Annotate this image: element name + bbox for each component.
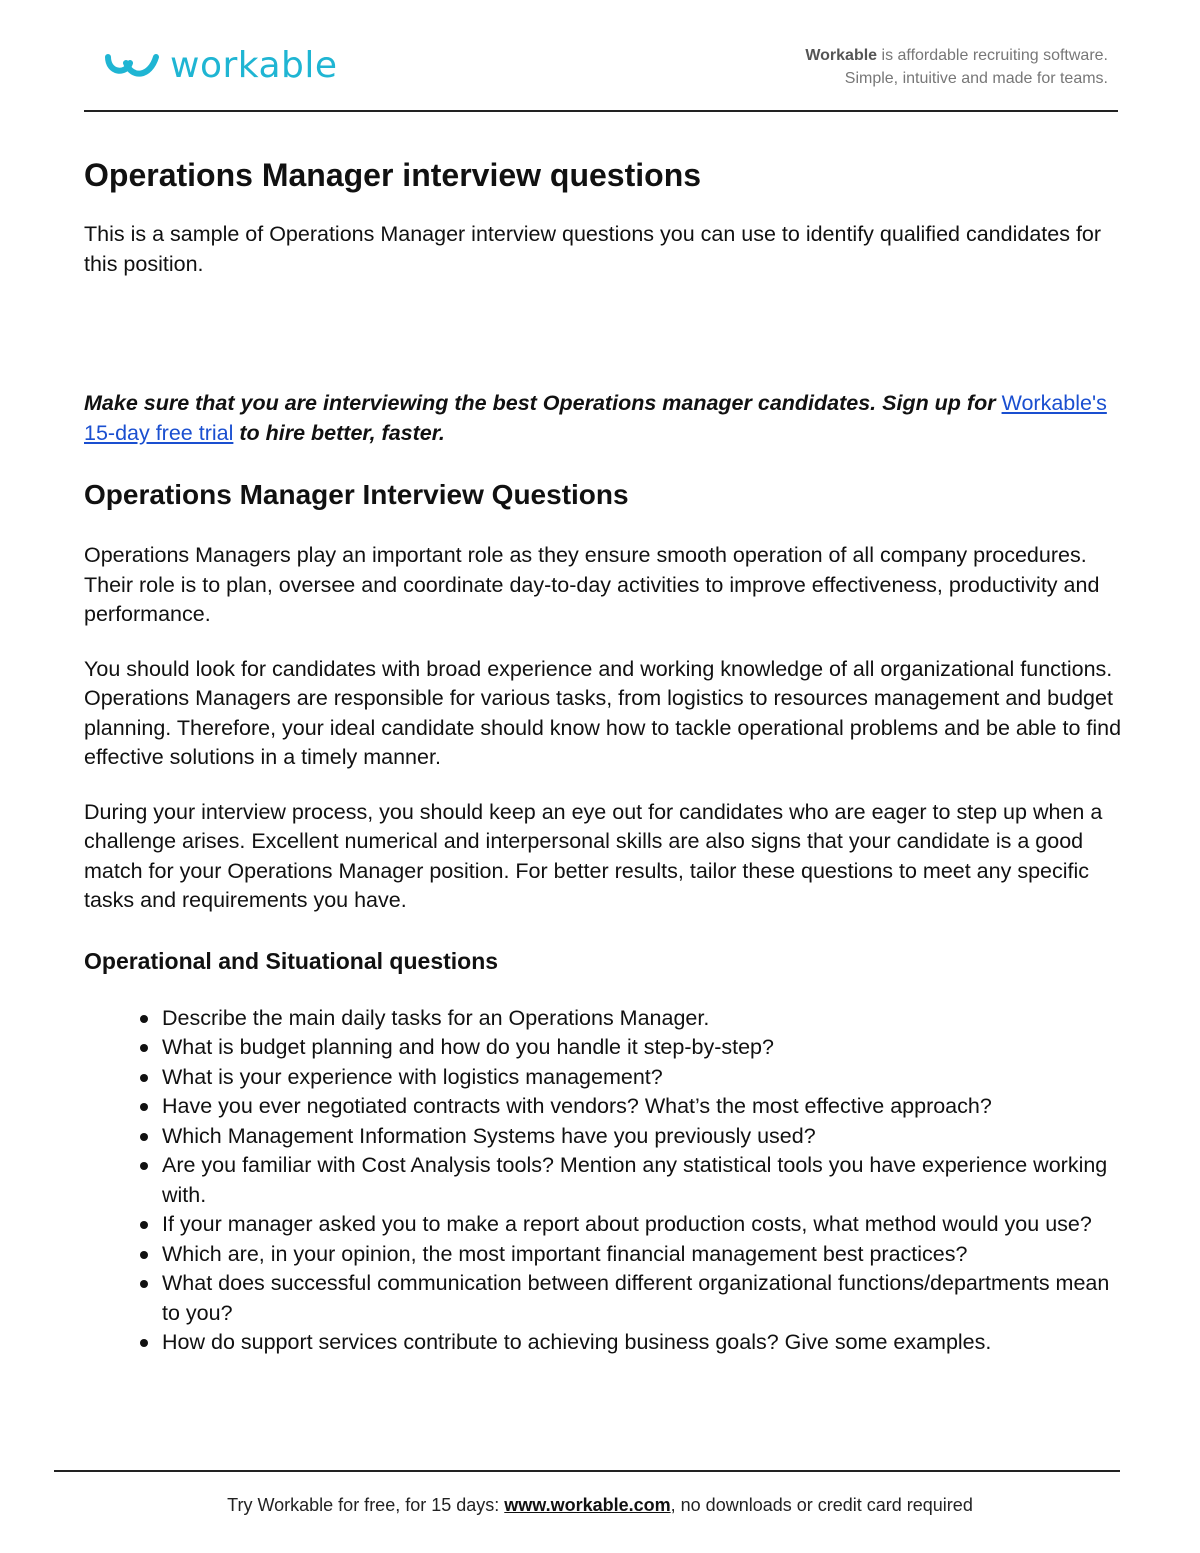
tagline-line-2: Simple, intuitive and made for teams.: [844, 70, 1108, 87]
list-item: How do support services contribute to achieving business goals? Give some examples.: [84, 1328, 1122, 1358]
footer-divider: [54, 1470, 1120, 1472]
document-body: [84, 148, 1124, 1358]
callout-text: Make sure that you are interviewing the best Operations manager candidates. Sign up for: [84, 391, 1002, 415]
workable-website-link[interactable]: www.workable.com: [504, 1495, 671, 1515]
list-item: Have you ever negotiated contracts with vendors? What’s the most effective approach?: [84, 1092, 1122, 1122]
workable-logo-icon: [104, 51, 162, 81]
header-tagline: [805, 44, 1108, 90]
body-paragraph: Operations Managers play an important role as they ensure smooth operation of all company procedures. Their role is to plan, oversee and coordinate day-to-day activities to improve effectiveness, productivity and performance.: [84, 543, 1100, 626]
header-divider: [84, 110, 1118, 112]
page-footer: [0, 1495, 1200, 1516]
section-title: Operations Manager Interview Questions: [84, 479, 629, 510]
list-item: What is your experience with logistics management?: [84, 1063, 1122, 1093]
body-paragraph: During your interview process, you should keep an eye out for candidates who are eager to step up when a challenge arises. Excellent numerical and interpersonal skills are also signs that your candidate is a good match for your Operations Manager position. For better results, tailor these questions to meet any specific tasks and requirements you have.: [84, 799, 1103, 912]
list-item: If your manager asked you to make a report about production costs, what method would you use?: [84, 1210, 1122, 1240]
subsection-title: Operational and Situational questions: [84, 947, 499, 974]
question-list: [84, 1004, 1124, 1358]
body-paragraph: You should look for candidates with broad experience and working knowledge of all organizational functions. Operations Managers are responsible for various tasks, from logistics to resources management and budget planning. Therefore, your ideal candidate should know how to tackle operational problems and be able to find effective solutions in a timely manner.: [84, 656, 1122, 769]
logo-wordmark: workable: [170, 45, 338, 86]
page-header: [84, 44, 1118, 90]
tagline-text: is affordable recruiting software.: [877, 47, 1108, 64]
intro-paragraph: This is a sample of Operations Manager interview questions you can use to identify qualified candidates for this position.: [84, 222, 1102, 276]
list-item: Are you familiar with Cost Analysis tools? Mention any statistical tools you have experience working with.: [84, 1151, 1122, 1210]
list-item: What is budget planning and how do you handle it step-by-step?: [84, 1033, 1122, 1063]
list-item: Which Management Information Systems have you previously used?: [84, 1122, 1122, 1152]
free-trial-link[interactable]: Workable's 15-day free trial: [84, 391, 1107, 445]
footer-text-end: , no downloads or credit card required: [670, 1495, 973, 1515]
workable-logo[interactable]: [104, 46, 338, 86]
page-title: Operations Manager interview questions: [84, 157, 702, 193]
list-item: What does successful communication between different organizational functions/departments mean to you?: [84, 1269, 1122, 1328]
footer-text: Try Workable for free, for 15 days:: [227, 1495, 505, 1515]
callout-text-end: to hire better, faster.: [233, 420, 445, 445]
list-item: Describe the main daily tasks for an Operations Manager.: [84, 1004, 1122, 1034]
trial-callout: [84, 389, 1124, 448]
list-item: Which are, in your opinion, the most important financial management best practices?: [84, 1240, 1122, 1270]
tagline-brand: Workable: [805, 47, 878, 64]
